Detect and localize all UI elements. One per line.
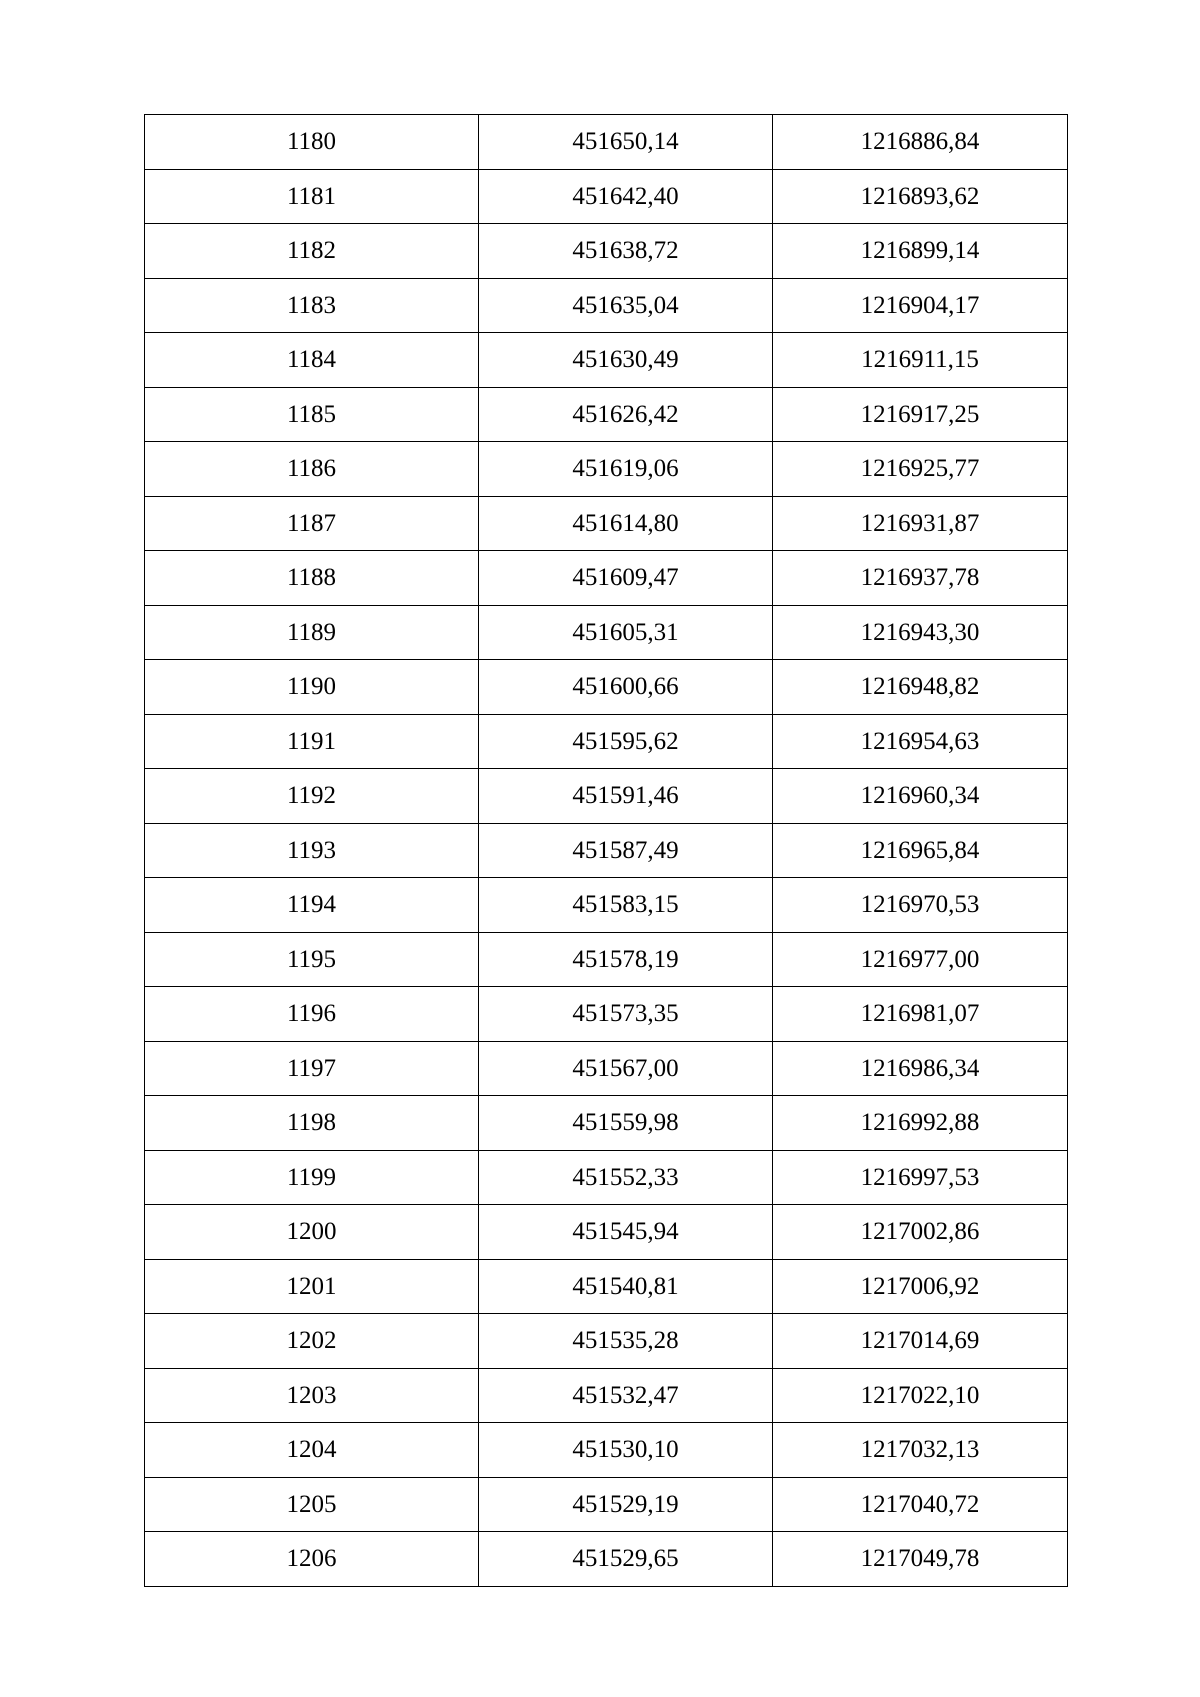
table-row bbox=[145, 605, 1068, 660]
y-coordinate-cell: 1216943,30 bbox=[773, 605, 1068, 660]
x-coordinate-cell: 451567,00 bbox=[479, 1041, 773, 1096]
table-row bbox=[145, 1368, 1068, 1423]
table-row bbox=[145, 333, 1068, 388]
x-coordinate-cell: 451591,46 bbox=[479, 769, 773, 824]
table-row bbox=[145, 1205, 1068, 1260]
table-row bbox=[145, 1096, 1068, 1151]
y-coordinate-cell: 1216981,07 bbox=[773, 987, 1068, 1042]
table-row bbox=[145, 823, 1068, 878]
point-number-cell: 1182 bbox=[145, 224, 479, 279]
point-number-cell: 1206 bbox=[145, 1532, 479, 1587]
y-coordinate-cell: 1216997,53 bbox=[773, 1150, 1068, 1205]
y-coordinate-cell: 1217040,72 bbox=[773, 1477, 1068, 1532]
y-coordinate-cell: 1216954,63 bbox=[773, 714, 1068, 769]
point-number-cell: 1189 bbox=[145, 605, 479, 660]
x-coordinate-cell: 451635,04 bbox=[479, 278, 773, 333]
point-number-cell: 1195 bbox=[145, 932, 479, 987]
x-coordinate-cell: 451529,65 bbox=[479, 1532, 773, 1587]
y-coordinate-cell: 1216917,25 bbox=[773, 387, 1068, 442]
x-coordinate-cell: 451619,06 bbox=[479, 442, 773, 497]
table-row bbox=[145, 660, 1068, 715]
x-coordinate-cell: 451614,80 bbox=[479, 496, 773, 551]
table-row bbox=[145, 1532, 1068, 1587]
table-row bbox=[145, 1477, 1068, 1532]
table-row bbox=[145, 278, 1068, 333]
y-coordinate-cell: 1216948,82 bbox=[773, 660, 1068, 715]
x-coordinate-cell: 451583,15 bbox=[479, 878, 773, 933]
coordinates-table bbox=[144, 114, 1068, 1587]
x-coordinate-cell: 451605,31 bbox=[479, 605, 773, 660]
y-coordinate-cell: 1216977,00 bbox=[773, 932, 1068, 987]
y-coordinate-cell: 1216911,15 bbox=[773, 333, 1068, 388]
y-coordinate-cell: 1216937,78 bbox=[773, 551, 1068, 606]
point-number-cell: 1196 bbox=[145, 987, 479, 1042]
y-coordinate-cell: 1216970,53 bbox=[773, 878, 1068, 933]
point-number-cell: 1192 bbox=[145, 769, 479, 824]
x-coordinate-cell: 451532,47 bbox=[479, 1368, 773, 1423]
table-row bbox=[145, 387, 1068, 442]
x-coordinate-cell: 451595,62 bbox=[479, 714, 773, 769]
x-coordinate-cell: 451559,98 bbox=[479, 1096, 773, 1151]
y-coordinate-cell: 1216931,87 bbox=[773, 496, 1068, 551]
table-row bbox=[145, 878, 1068, 933]
table-row bbox=[145, 987, 1068, 1042]
x-coordinate-cell: 451609,47 bbox=[479, 551, 773, 606]
table-row bbox=[145, 551, 1068, 606]
table-row bbox=[145, 714, 1068, 769]
point-number-cell: 1203 bbox=[145, 1368, 479, 1423]
table-row bbox=[145, 769, 1068, 824]
table-row bbox=[145, 1150, 1068, 1205]
point-number-cell: 1199 bbox=[145, 1150, 479, 1205]
x-coordinate-cell: 451642,40 bbox=[479, 169, 773, 224]
x-coordinate-cell: 451650,14 bbox=[479, 115, 773, 170]
point-number-cell: 1183 bbox=[145, 278, 479, 333]
point-number-cell: 1186 bbox=[145, 442, 479, 497]
table-row bbox=[145, 442, 1068, 497]
table-row bbox=[145, 1423, 1068, 1478]
y-coordinate-cell: 1217014,69 bbox=[773, 1314, 1068, 1369]
x-coordinate-cell: 451578,19 bbox=[479, 932, 773, 987]
y-coordinate-cell: 1217006,92 bbox=[773, 1259, 1068, 1314]
x-coordinate-cell: 451630,49 bbox=[479, 333, 773, 388]
table-row bbox=[145, 1041, 1068, 1096]
table-row bbox=[145, 932, 1068, 987]
table-row bbox=[145, 1259, 1068, 1314]
y-coordinate-cell: 1217022,10 bbox=[773, 1368, 1068, 1423]
point-number-cell: 1204 bbox=[145, 1423, 479, 1478]
y-coordinate-cell: 1216965,84 bbox=[773, 823, 1068, 878]
table-row bbox=[145, 115, 1068, 170]
point-number-cell: 1205 bbox=[145, 1477, 479, 1532]
table-row bbox=[145, 1314, 1068, 1369]
point-number-cell: 1184 bbox=[145, 333, 479, 388]
x-coordinate-cell: 451573,35 bbox=[479, 987, 773, 1042]
y-coordinate-cell: 1216992,88 bbox=[773, 1096, 1068, 1151]
x-coordinate-cell: 451600,66 bbox=[479, 660, 773, 715]
x-coordinate-cell: 451535,28 bbox=[479, 1314, 773, 1369]
point-number-cell: 1187 bbox=[145, 496, 479, 551]
y-coordinate-cell: 1216986,34 bbox=[773, 1041, 1068, 1096]
x-coordinate-cell: 451529,19 bbox=[479, 1477, 773, 1532]
point-number-cell: 1185 bbox=[145, 387, 479, 442]
table-row bbox=[145, 169, 1068, 224]
y-coordinate-cell: 1216925,77 bbox=[773, 442, 1068, 497]
point-number-cell: 1190 bbox=[145, 660, 479, 715]
y-coordinate-cell: 1216886,84 bbox=[773, 115, 1068, 170]
coordinates-table-body bbox=[145, 115, 1068, 1587]
y-coordinate-cell: 1217049,78 bbox=[773, 1532, 1068, 1587]
point-number-cell: 1191 bbox=[145, 714, 479, 769]
x-coordinate-cell: 451552,33 bbox=[479, 1150, 773, 1205]
point-number-cell: 1200 bbox=[145, 1205, 479, 1260]
x-coordinate-cell: 451545,94 bbox=[479, 1205, 773, 1260]
x-coordinate-cell: 451626,42 bbox=[479, 387, 773, 442]
point-number-cell: 1188 bbox=[145, 551, 479, 606]
point-number-cell: 1197 bbox=[145, 1041, 479, 1096]
y-coordinate-cell: 1217032,13 bbox=[773, 1423, 1068, 1478]
point-number-cell: 1194 bbox=[145, 878, 479, 933]
y-coordinate-cell: 1216893,62 bbox=[773, 169, 1068, 224]
x-coordinate-cell: 451530,10 bbox=[479, 1423, 773, 1478]
point-number-cell: 1181 bbox=[145, 169, 479, 224]
table-row bbox=[145, 496, 1068, 551]
y-coordinate-cell: 1216899,14 bbox=[773, 224, 1068, 279]
point-number-cell: 1202 bbox=[145, 1314, 479, 1369]
point-number-cell: 1180 bbox=[145, 115, 479, 170]
y-coordinate-cell: 1216960,34 bbox=[773, 769, 1068, 824]
x-coordinate-cell: 451638,72 bbox=[479, 224, 773, 279]
point-number-cell: 1193 bbox=[145, 823, 479, 878]
x-coordinate-cell: 451587,49 bbox=[479, 823, 773, 878]
point-number-cell: 1198 bbox=[145, 1096, 479, 1151]
table-row bbox=[145, 224, 1068, 279]
y-coordinate-cell: 1216904,17 bbox=[773, 278, 1068, 333]
x-coordinate-cell: 451540,81 bbox=[479, 1259, 773, 1314]
y-coordinate-cell: 1217002,86 bbox=[773, 1205, 1068, 1260]
point-number-cell: 1201 bbox=[145, 1259, 479, 1314]
